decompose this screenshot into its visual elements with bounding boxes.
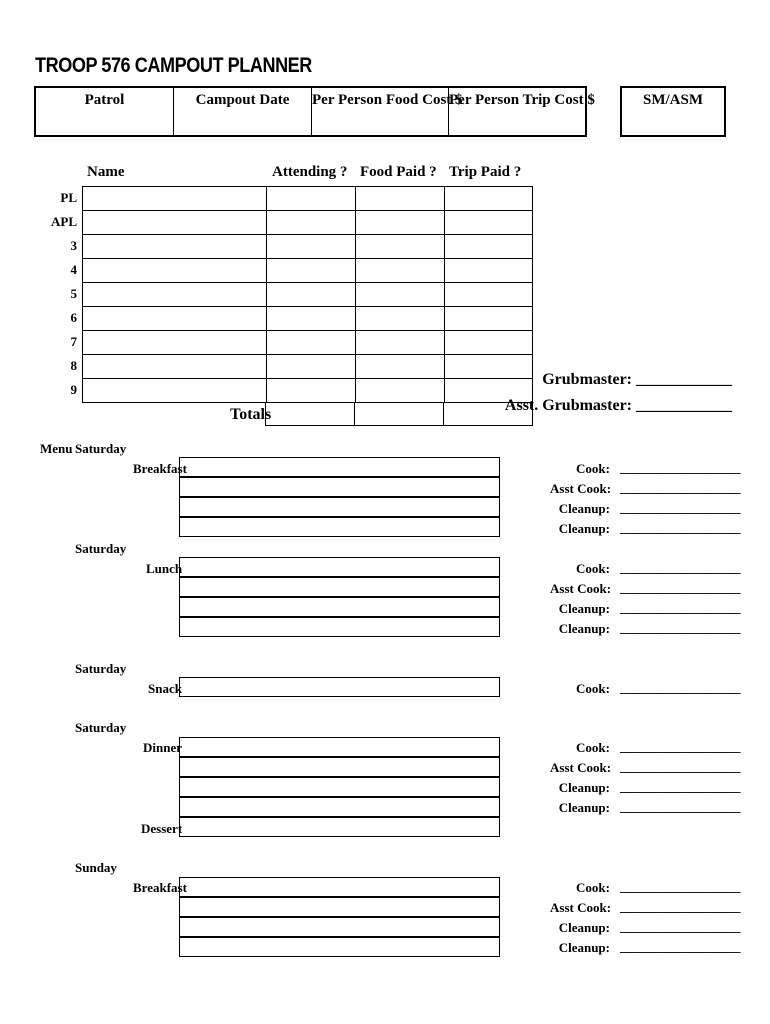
cleanup-line[interactable]: ____________________ xyxy=(620,600,740,615)
meal-label: Snack xyxy=(148,681,182,696)
col-trip-header: Trip Paid ? xyxy=(449,164,522,180)
asst-cook-line[interactable]: ____________________ xyxy=(620,480,740,495)
col-food-header: Food Paid ? xyxy=(360,164,437,180)
cook-label: Cook: xyxy=(576,461,610,476)
asst-cook-label: Asst Cook: xyxy=(550,481,612,496)
grid-hline xyxy=(83,330,532,331)
col-attending-header: Attending ? xyxy=(272,164,348,180)
menu-item-input[interactable] xyxy=(179,517,500,537)
trip-cost-field[interactable] xyxy=(449,88,595,135)
menu-item-input[interactable] xyxy=(179,497,500,517)
food-cost-label: Per Person Food Cost $ xyxy=(312,92,463,108)
cleanup-label: Cleanup: xyxy=(558,521,610,536)
cleanup-label: Cleanup: xyxy=(558,800,610,815)
menu-item-input[interactable] xyxy=(179,797,500,817)
cook-label: Cook: xyxy=(576,880,610,895)
menu-item-input[interactable] xyxy=(179,617,500,637)
menu-item-input[interactable] xyxy=(179,457,500,477)
cook-line[interactable]: ____________________ xyxy=(620,560,740,575)
cleanup-label: Cleanup: xyxy=(558,780,610,795)
cook-line[interactable]: ____________________ xyxy=(620,739,740,754)
asst-grubmaster-line[interactable]: Asst. Grubmaster: ____________ xyxy=(504,397,732,414)
menu-item-input[interactable] xyxy=(179,817,500,837)
patrol-field[interactable] xyxy=(36,88,174,135)
menu-label: Menu xyxy=(40,441,73,456)
asst-cook-label: Asst Cook: xyxy=(550,900,612,915)
grid-hline xyxy=(83,258,532,259)
menu-item-input[interactable] xyxy=(179,737,500,757)
grid-hline xyxy=(83,354,532,355)
trip-cost-label: Per Person Trip Cost $ xyxy=(449,92,595,108)
row-label-apl: APL xyxy=(51,214,77,229)
cook-label: Cook: xyxy=(576,561,610,576)
sm-asm-field[interactable] xyxy=(620,86,726,137)
day-label: Saturday xyxy=(75,541,127,556)
asst-cook-line[interactable]: ____________________ xyxy=(620,899,740,914)
grid-hline xyxy=(83,378,532,379)
sm-asm-label: SM/ASM xyxy=(643,92,703,108)
cleanup-label: Cleanup: xyxy=(558,940,610,955)
totals-attending-cell[interactable] xyxy=(265,402,355,426)
menu-item-input[interactable] xyxy=(179,877,500,897)
row-label-pl: PL xyxy=(60,190,77,205)
grid-divider xyxy=(266,187,267,402)
cleanup-label: Cleanup: xyxy=(558,601,610,616)
cook-line[interactable]: ____________________ xyxy=(620,879,740,894)
meal-label: Dinner xyxy=(143,740,182,755)
cook-label: Cook: xyxy=(576,681,610,696)
menu-item-input[interactable] xyxy=(179,477,500,497)
menu-item-input[interactable] xyxy=(179,937,500,957)
cleanup-label: Cleanup: xyxy=(558,920,610,935)
grid-hline xyxy=(83,282,532,283)
cleanup-line[interactable]: ____________________ xyxy=(620,520,740,535)
asst-cook-line[interactable]: ____________________ xyxy=(620,580,740,595)
meal-label: Breakfast xyxy=(133,880,187,895)
row-label-8: 8 xyxy=(70,358,77,373)
cleanup-line[interactable]: ____________________ xyxy=(620,620,740,635)
totals-label: Totals xyxy=(230,406,272,423)
page-title: TROOP 576 CAMPOUT PLANNER xyxy=(35,54,312,77)
menu-item-input[interactable] xyxy=(179,677,500,697)
food-cost-field[interactable] xyxy=(312,88,463,135)
cook-line[interactable]: ____________________ xyxy=(620,680,740,695)
meal-label: Breakfast xyxy=(133,461,187,476)
campout-date-label: Campout Date xyxy=(195,92,290,108)
cook-line[interactable]: ____________________ xyxy=(620,460,740,475)
grid-hline xyxy=(83,306,532,307)
grid-divider xyxy=(355,187,356,402)
row-label-6: 6 xyxy=(70,310,77,325)
day-label: Saturday xyxy=(75,720,127,735)
meal-label: Dessert xyxy=(141,821,183,836)
asst-cook-label: Asst Cook: xyxy=(550,760,612,775)
roster-grid xyxy=(82,186,533,403)
patrol-label: Patrol xyxy=(84,92,125,108)
asst-cook-label: Asst Cook: xyxy=(550,581,612,596)
col-name-header: Name xyxy=(87,164,125,180)
grubmaster-line[interactable]: Grubmaster: ____________ xyxy=(542,371,732,388)
header-info-box xyxy=(34,86,595,137)
menu-item-input[interactable] xyxy=(179,557,500,577)
grid-divider xyxy=(444,187,445,402)
menu-item-input[interactable] xyxy=(179,777,500,797)
row-label-5: 5 xyxy=(70,286,77,301)
totals-food-cell[interactable] xyxy=(354,402,444,426)
menu-item-input[interactable] xyxy=(179,577,500,597)
day-label: Saturday xyxy=(75,441,127,456)
meal-label: Lunch xyxy=(146,561,183,576)
cleanup-line[interactable]: ____________________ xyxy=(620,500,740,515)
row-label-4: 4 xyxy=(70,262,77,277)
row-label-3: 3 xyxy=(70,238,77,253)
row-label-9: 9 xyxy=(70,382,77,397)
cleanup-line[interactable]: ____________________ xyxy=(620,799,740,814)
menu-item-input[interactable] xyxy=(179,757,500,777)
cleanup-line[interactable]: ____________________ xyxy=(620,919,740,934)
grid-hline xyxy=(83,234,532,235)
cleanup-label: Cleanup: xyxy=(558,621,610,636)
cleanup-label: Cleanup: xyxy=(558,501,610,516)
day-label: Sunday xyxy=(75,860,117,875)
grid-hline xyxy=(83,210,532,211)
row-label-7: 7 xyxy=(70,334,77,349)
menu-item-input[interactable] xyxy=(179,597,500,617)
day-label: Saturday xyxy=(75,661,127,676)
cleanup-line[interactable]: ____________________ xyxy=(620,939,740,954)
cook-label: Cook: xyxy=(576,740,610,755)
menu-item-input[interactable] xyxy=(179,917,500,937)
campout-date-field[interactable] xyxy=(174,88,312,135)
menu-item-input[interactable] xyxy=(179,897,500,917)
cleanup-line[interactable]: ____________________ xyxy=(620,779,740,794)
asst-cook-line[interactable]: ____________________ xyxy=(620,759,740,774)
